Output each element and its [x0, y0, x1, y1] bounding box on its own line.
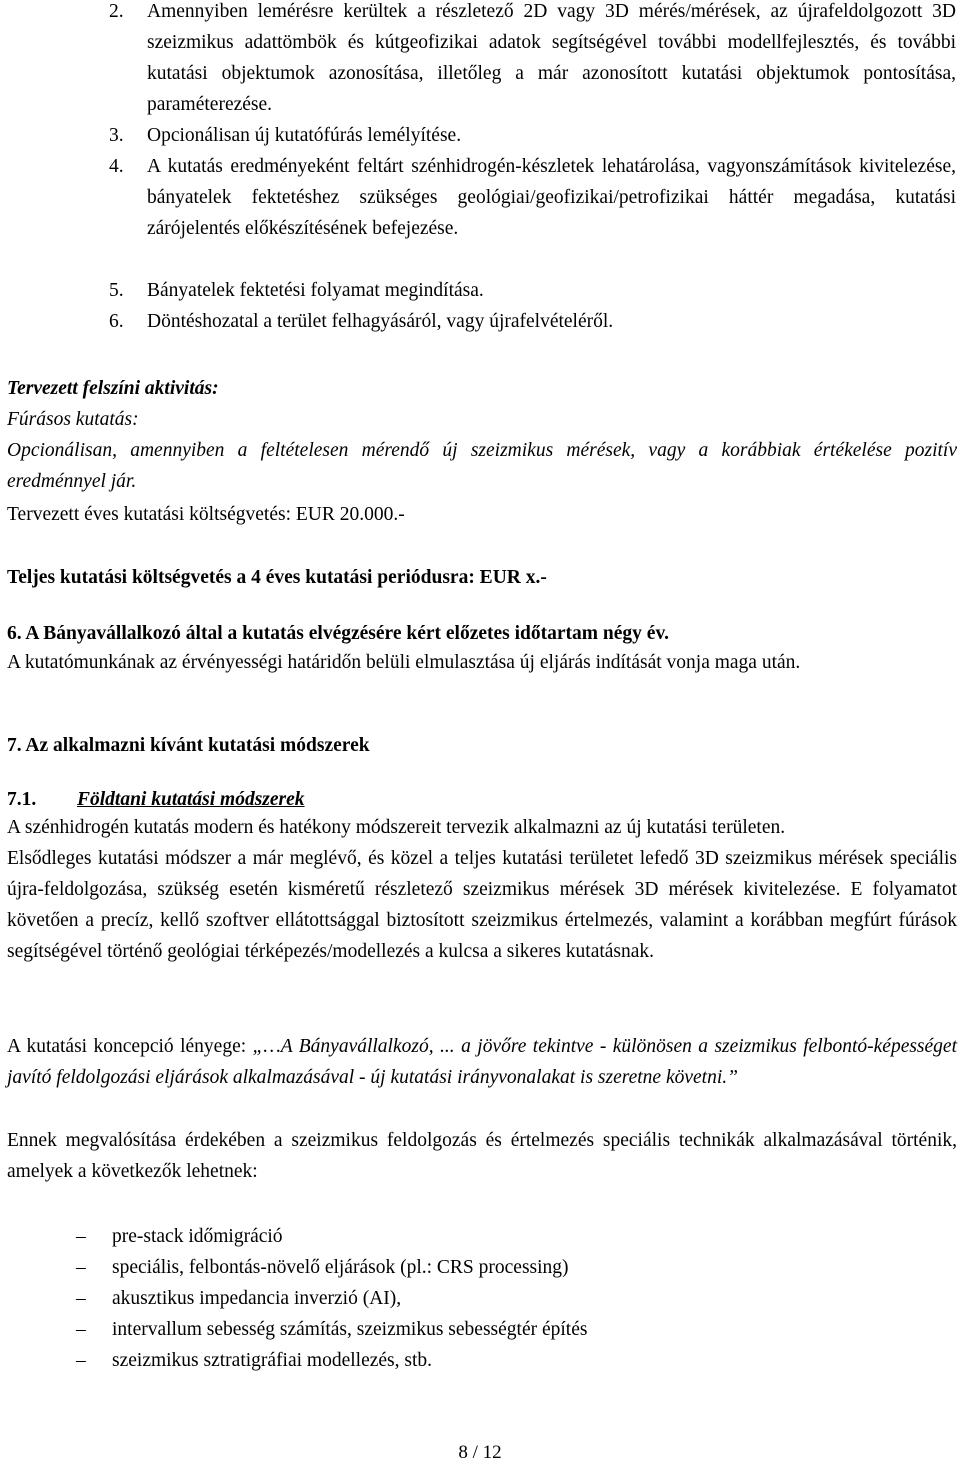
list-number: 6. [109, 311, 124, 332]
page-number: 8 / 12 [458, 1442, 502, 1463]
surface-activity-text: Opcionálisan, amennyiben a feltételesen mérendő új szeizmikus mérések, vagy a korábbiak értékelése pozitív eredménnyel jár. [7, 440, 957, 492]
list-number: 3. [109, 125, 124, 146]
concept-intro: A kutatási koncepció lényege: [7, 1036, 253, 1057]
list-text: Bányatelek fektetési folyamat megindítása. [147, 280, 484, 301]
list-item [109, 306, 956, 337]
section7-heading: 7. Az alkalmazni kívánt kutatási módszerek [7, 735, 370, 756]
technique-text: szeizmikus sztratigráfiai modellezés, stb. [112, 1350, 433, 1371]
section71-title: Földtani kutatási módszerek [77, 789, 305, 810]
list-item [76, 1345, 587, 1376]
technique-text: speciális, felbontás-növelő eljárások (pl.: CRS processing) [112, 1257, 569, 1278]
list-text: A kutatás eredményeként feltárt szénhidrogén-készletek lehatárolása, vagyonszámítások kivitelezése, bányatelek fektetéshez szükséges geológiai/geofizikai/petrofizikai háttér megadása, kutatási zárójelentés előkészítésének befejezése. [147, 156, 956, 239]
list-text: Döntéshozatal a terület felhagyásáról, vagy újrafelvételéről. [147, 311, 614, 332]
list-number: 4. [109, 156, 124, 177]
concept-quote: „…A Bányavállalkozó, ... a jövőre tekintve - különösen a szeizmikus felbontó-képességet javító feldolgozási eljárások alkalmazásával - új kutatási irányvonalakat is szeretne követni.” [7, 1036, 957, 1088]
list-item [109, 0, 956, 120]
dash-bullet: ‒ [76, 1319, 86, 1340]
technique-text: pre-stack időmigráció [112, 1226, 283, 1247]
total-budget: Teljes kutatási költségvetés a 4 éves kutatási periódusra: EUR x.- [7, 567, 547, 588]
numbered-list [109, 0, 956, 337]
list-text: Opcionálisan új kutatófúrás lemélyítése. [147, 125, 462, 146]
list-item [109, 120, 956, 151]
dash-bullet: ‒ [76, 1288, 86, 1309]
section71-para1-line1: A szénhidrogén kutatás modern és hatékony módszereit tervezik alkalmazni az új kutatási területen. [7, 817, 786, 838]
technique-text: intervallum sebesség számítás, szeizmikus sebességtér építés [112, 1319, 588, 1340]
list-item [76, 1221, 587, 1252]
section71-number: 7.1. [7, 789, 37, 810]
section6-heading: 6. A Bányavállalkozó által a kutatás elvégzésére kért előzetes időtartam négy év. [7, 623, 669, 644]
section71-heading [7, 784, 957, 815]
section6-text: A kutatómunkának az érvényességi határidőn belüli elmulasztása új eljárás indítását vonja maga után. [7, 652, 801, 673]
dash-bullet: ‒ [76, 1350, 86, 1371]
list-item [76, 1252, 587, 1283]
drilling-subheading: Fúrásos kutatás: [7, 409, 139, 430]
list-item [76, 1283, 587, 1314]
list-item [109, 151, 956, 275]
section71-para1: Elsődleges kutatási módszer a már meglévő, és közel a teljes kutatási területet lefedő 3D szeizmikus mérések speciális újra-feldolgozása, szükség esetén kisméretű részletező szeizmikus mérések 3D mérések kivitelezése. E folyamatot követően a precíz, kellő szoftver ellátottsággal biztosított szeizmikus értelmezés, valamint a korábban megfúrt fúrások segítségével történő geológiai térképezés/modellezés a kulcsa a sikeres kutatásnak. [7, 848, 957, 962]
implementation-paragraph: Ennek megvalósítása érdekében a szeizmikus feldolgozás és értelmezés speciális technikák alkalmazásával történik, amelyek a következők lehetnek: [7, 1130, 957, 1182]
concept-paragraph [7, 1031, 957, 1093]
annual-budget: Tervezett éves kutatási költségvetés: EUR 20.000.- [7, 504, 405, 525]
surface-activity-heading: Tervezett felszíni aktivitás: [7, 378, 219, 399]
dash-bullet: ‒ [76, 1257, 86, 1278]
list-number: 2. [109, 1, 124, 22]
techniques-list [76, 1221, 587, 1376]
list-item [109, 275, 956, 306]
list-item [76, 1314, 587, 1345]
list-number: 5. [109, 280, 124, 301]
technique-text: akusztikus impedancia inverzió (AI), [112, 1288, 402, 1309]
list-text: Amennyiben lemérésre kerültek a részletező 2D vagy 3D mérés/mérések, az újrafeldolgozott 3D szeizmikus adattömbök és kútgeofizikai adatok segítségével további modellfejlesztés, és további kutatási objektumok azonosítása, illetőleg a már azonosított kutatási objektumok pontosítása, paraméterezése. [147, 1, 956, 115]
dash-bullet: ‒ [76, 1226, 86, 1247]
